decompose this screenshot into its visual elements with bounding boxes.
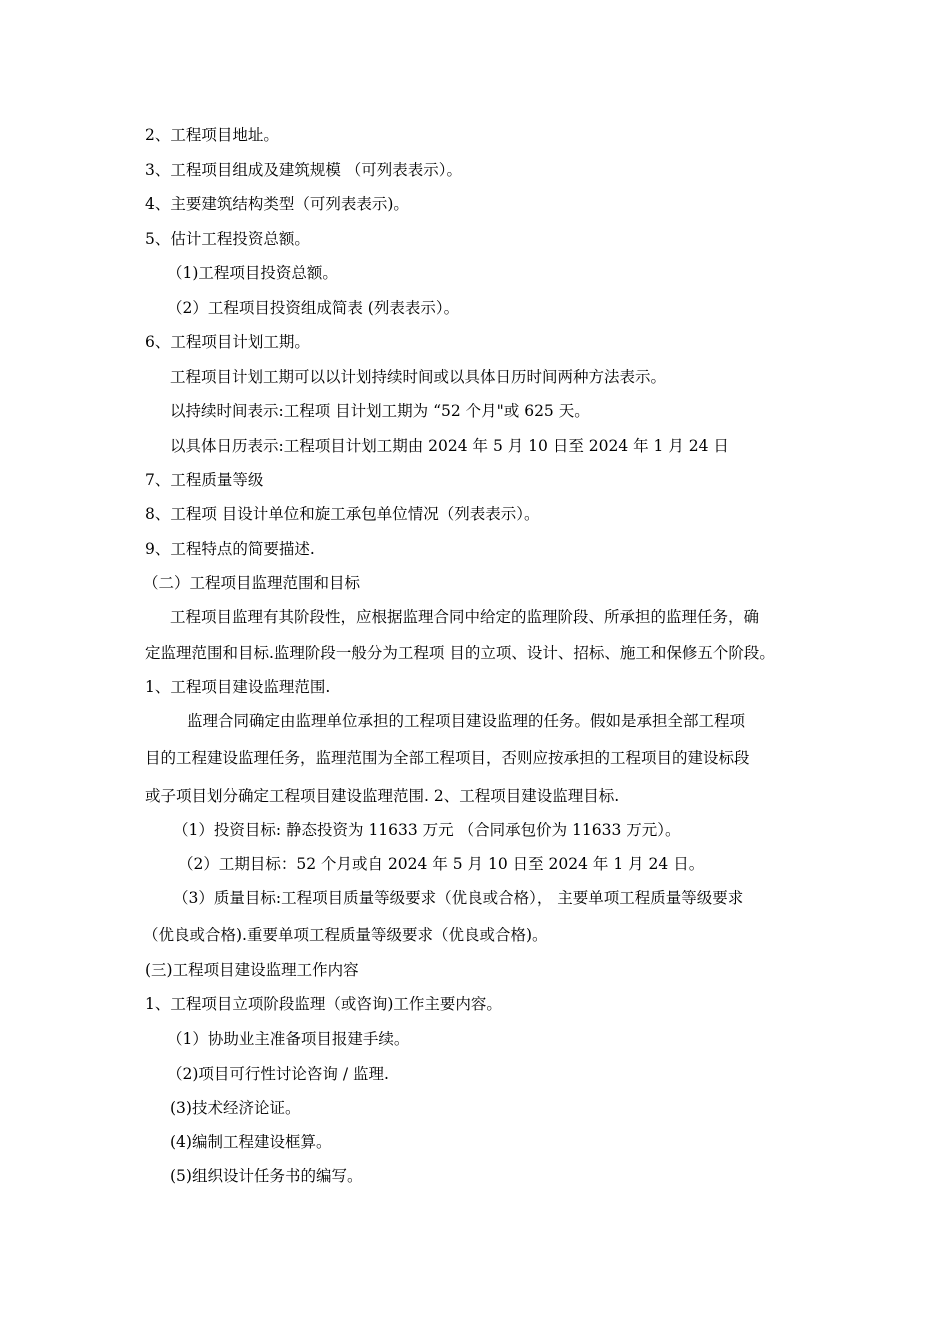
item-5-1-total-investment: （1)工程项目投资总额。 [167, 264, 338, 282]
goal-quality-line-2: （优良或合格).重要单项工程质量等级要求（优良或合格)。 [143, 926, 548, 944]
task-5-design-brief: (5)组织设计任务书的编写。 [170, 1167, 363, 1185]
item-8-design-construction-units: 8、工程项 目设计单位和旋工承包单位情况（列表表示）。 [145, 505, 540, 523]
item-2-project-address: 2、工程项目地址。 [145, 126, 279, 144]
subsection-1-initiation-stage: 1、工程项目立项阶段监理（或咨询)工作主要内容。 [145, 995, 502, 1013]
scope-paragraph-line-2: 目的工程建设监理任务，监理范围为全部工程项目，否则应按承担的工程项目的建设标段 [145, 749, 750, 767]
item-9-features-description: 9、工程特点的简要描述. [145, 540, 315, 558]
goal-investment: （1）投资目标: 静态投资为 11633 万元 （合同承包价为 11633 万元）。 [173, 821, 681, 839]
item-6-planned-duration: 6、工程项目计划工期。 [145, 333, 310, 351]
section-3-heading: (三)工程项目建设监理工作内容 [145, 961, 359, 979]
task-1-registration: （1）协助业主准备项目报建手续。 [167, 1030, 410, 1048]
item-5-2-investment-table: （2）工程项目投资组成简表 (列表表示）。 [167, 299, 460, 317]
duration-by-calendar-text: 以具体日历表示:工程项目计划工期由 2024 年 5 月 10 日至 2024 年 1 月 24 日 [170, 437, 729, 455]
section-2-heading: （二）工程项目监理范围和目标 [143, 574, 361, 592]
item-7-quality-grade: 7、工程质量等级 [145, 471, 264, 489]
item-3-composition-scale: 3、工程项目组成及建筑规模 （可列表表示）。 [145, 161, 463, 179]
scope-paragraph-line-1: 监理合同确定由监理单位承担的工程项目建设监理的任务。假如是承担全部工程项 [187, 712, 746, 730]
section-2-paragraph-line-2: 定监理范围和目标.监理阶段一般分为工程项 目的立项、设计、招标、施工和保修五个阶段。 [145, 644, 775, 662]
section-2-paragraph-line-1: 工程项目监理有其阶段性，应根据监理合同中给定的监理阶段、所承担的监理任务，确 [170, 608, 760, 626]
duration-methods-text: 工程项目计划工期可以以计划持续时间或以具体日历时间两种方法表示。 [170, 368, 667, 386]
goal-duration: （2）工期目标：52 个月或自 2024 年 5 月 10 日至 2024 年 1 月 24 日。 [178, 855, 705, 873]
duration-by-time-text: 以持续时间表示:工程项 目计划工期为 “52 个月"或 625 天。 [170, 402, 590, 420]
task-3-economic-argument: (3)技术经济论证。 [170, 1099, 301, 1117]
scope-paragraph-line-3: 或子项目划分确定工程项目建设监理范围. 2、工程项目建设监理目标. [145, 787, 620, 805]
task-2-feasibility: （2)项目可行性讨论咨询 / 监理. [167, 1065, 389, 1083]
item-5-investment-estimate: 5、估计工程投资总额。 [145, 230, 310, 248]
subsection-1-scope: 1、工程项目建设监理范围. [145, 678, 331, 696]
goal-quality-line-1: （3）质量目标:工程项目质量等级要求（优良或合格）， 主要单项工程质量等级要求 [173, 889, 744, 907]
task-4-framework-budget: (4)编制工程建设框算。 [170, 1133, 332, 1151]
item-4-structure-type: 4、主要建筑结构类型（可列表表示)。 [145, 195, 409, 213]
